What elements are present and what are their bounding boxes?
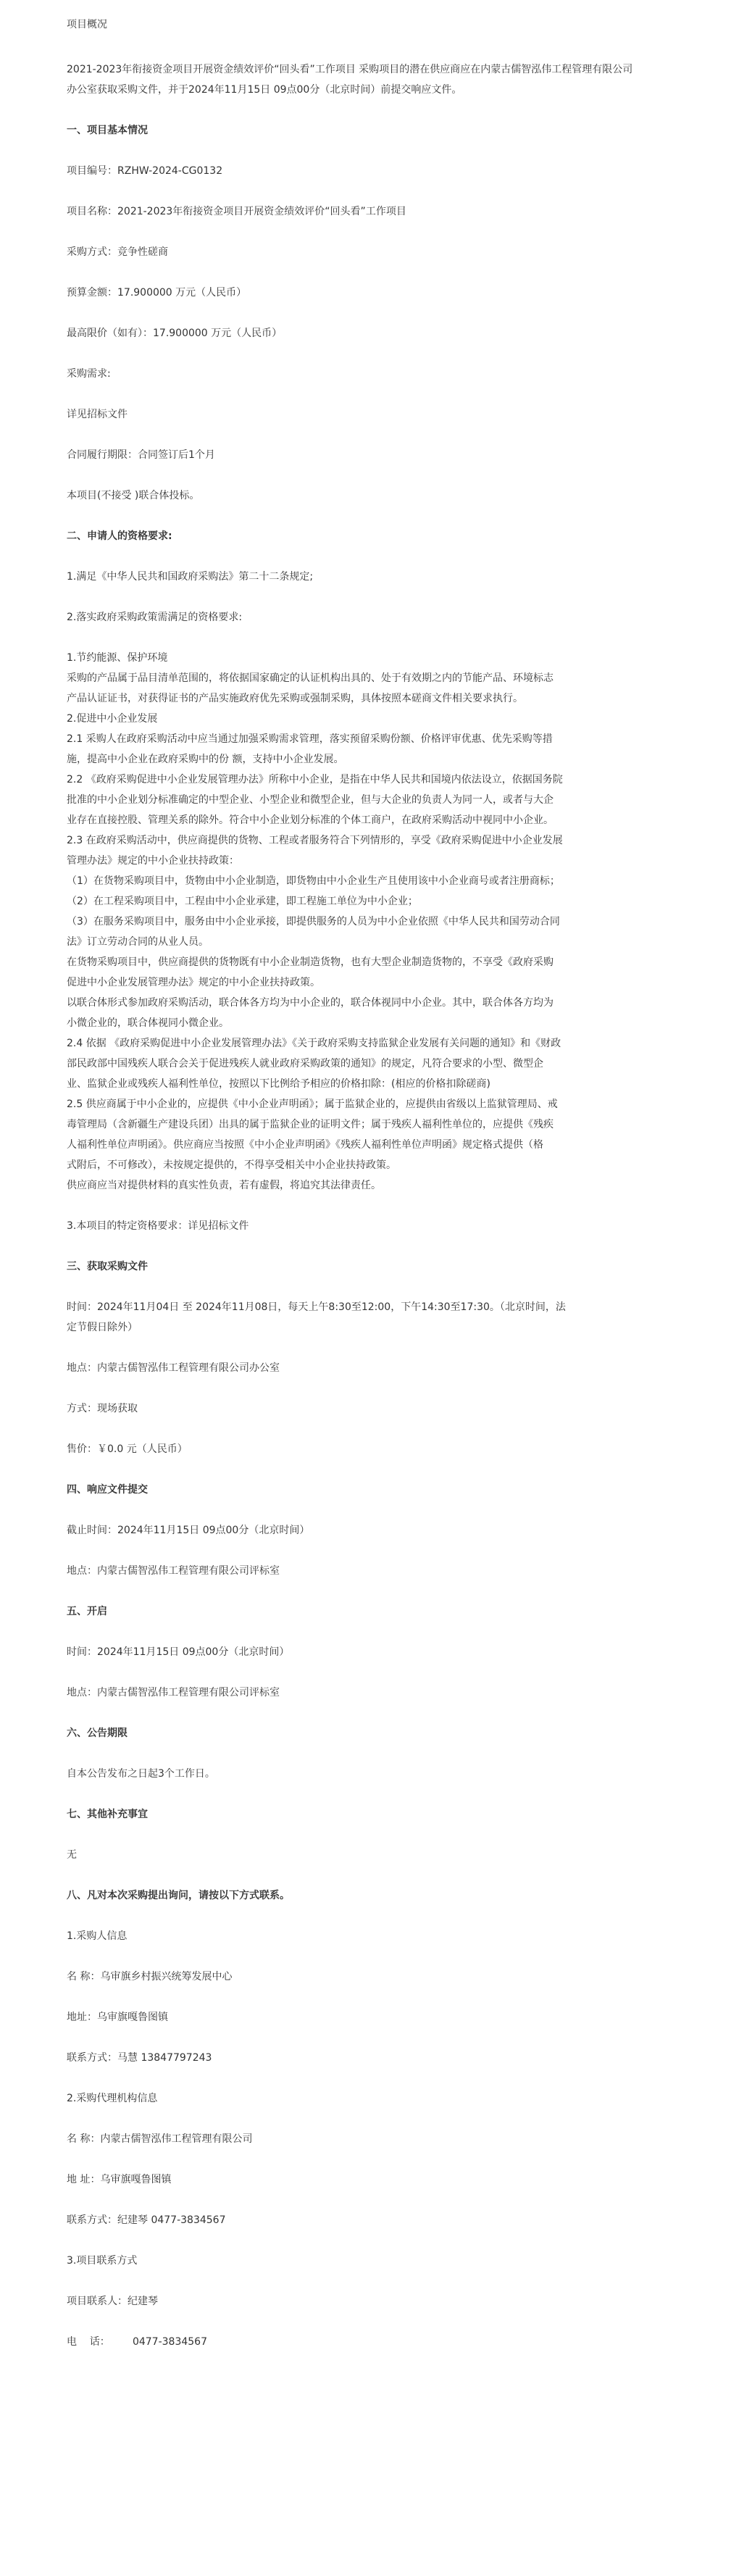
get-documents-method: 方式：现场获取 (67, 1403, 138, 1414)
policy-line: 业、监狱企业或残疾人福利性单位，按照以下比例给予相应的价格扣除：(相应的价格扣除磋商) (67, 1078, 490, 1090)
policy-line: 促进中小企业发展管理办法》规定的中小企业扶持政策。 (67, 977, 320, 988)
section-heading-notice-period: 六、公告期限 (67, 1727, 128, 1739)
policy-line: 1.节约能源、保护环境 (67, 652, 168, 664)
project-number: 项目编号：RZHW-2024-CG0132 (67, 165, 223, 177)
policy-line: 产品认证证书，对获得证书的产品实施政府优先采购或强制采购，具体按照本磋商文件相关要求执行。 (67, 693, 523, 704)
section-heading-submission: 四、响应文件提交 (67, 1484, 148, 1496)
agency-name: 名 称：内蒙古儒智泓伟工程管理有限公司 (67, 2133, 253, 2145)
project-contact-phone: 电 话： 0477-3834567 (67, 2336, 207, 2348)
policy-line: 2.5 供应商属于中小企业的，应提供《中小企业声明函》；属于监狱企业的，应提供由省级以上监狱管理局、戒 (67, 1099, 558, 1110)
qualification-item-1: 1.满足《中华人民共和国政府采购法》第二十二条规定; (67, 571, 314, 583)
buyer-name: 名 称：乌审旗乡村振兴统筹发展中心 (67, 1971, 233, 1983)
qualification-item-3: 3.本项目的特定资格要求：详见招标文件 (67, 1220, 249, 1232)
section-heading-opening: 五、开启 (67, 1606, 107, 1617)
other-matters-text: 无 (67, 1849, 77, 1861)
policy-line: 2.1 采购人在政府采购活动中应当通过加强采购需求管理，落实预留采购份额、价格评审优惠、优先采购等措 (67, 733, 553, 745)
policy-line: 人福利性单位声明函》。供应商应当按照《中小企业声明函》《残疾人福利性单位声明函》规定格式提供（格 (67, 1139, 543, 1151)
intro-paragraph: 2021-2023年衔接资金项目开展资金绩效评价“回头看”工作项目 采购项目的潜在供应商应在内蒙古儒智泓伟工程管理有限公司办公室获取采购文件，并于2024年11月15日 09点00分（北京时间）前提交响应文件。 (67, 64, 633, 96)
opening-time: 时间：2024年11月15日 09点00分（北京时间） (67, 1646, 290, 1658)
policy-line: 在货物采购项目中，供应商提供的货物既有中小企业制造货物，也有大型企业制造货物的，不享受《政府采购 (67, 956, 554, 968)
budget-amount: 预算金额：17.900000 万元（人民币） (67, 287, 247, 299)
project-contact-title: 3.项目联系方式 (67, 2255, 138, 2267)
buyer-title: 1.采购人信息 (67, 1930, 128, 1942)
policy-line: （2）在工程采购项目中，工程由中小企业承建，即工程施工单位为中小企业； (67, 896, 418, 907)
section-heading-qualifications: 二、申请人的资格要求: (67, 530, 172, 542)
policy-line: 施，提高中小企业在政府采购中的份 额，支持中小企业发展。 (67, 754, 344, 765)
time-line: 定节假日除外） (67, 1322, 138, 1333)
submission-place: 地点：内蒙古儒智泓伟工程管理有限公司评标室 (67, 1565, 280, 1577)
policy-line: （1）在货物采购项目中，货物由中小企业制造，即货物由中小企业生产且使用该中小企业商号或者注册商标； (67, 875, 560, 887)
policy-line: 管理办法》规定的中小企业扶持政策： (67, 855, 239, 867)
agency-address: 地 址：乌审旗嘎鲁图镇 (67, 2174, 172, 2185)
project-name: 项目名称：2021-2023年衔接资金项目开展资金绩效评价“回头看”工作项目 (67, 206, 406, 217)
agency-title: 2.采购代理机构信息 (67, 2093, 158, 2104)
policy-line: 2.4 依据 《政府采购促进中小企业发展管理办法》《关于政府采购支持监狱企业发展有关问题的通知》和《财政 (67, 1038, 561, 1049)
section-heading-contacts: 八、凡对本次采购提出询问，请按以下方式联系。 (67, 1890, 290, 1901)
policy-line: 法》订立劳动合同的从业人员。 (67, 936, 209, 948)
submission-deadline: 截止时间：2024年11月15日 09点00分（北京时间） (67, 1525, 310, 1536)
time-line: 时间：2024年11月04日 至 2024年11月08日，每天上午8:30至12:00，下午14:30至17:30。（北京时间，法 (67, 1301, 566, 1313)
get-documents-price: 售价：￥0.0 元（人民币） (67, 1443, 188, 1455)
policy-line: 批准的中小企业划分标准确定的中型企业、小型企业和微型企业，但与大企业的负责人为同一人，或者与大企 (67, 794, 554, 806)
policy-line: 供应商应当对提供材料的真实性负责，若有虚假，将追究其法律责任。 (67, 1180, 381, 1191)
policy-line: （3）在服务采购项目中，服务由中小企业承接，即提供服务的人员为中小企业依照《中华人民共和国劳动合同 (67, 916, 560, 928)
section-heading-other-matters: 七、其他补充事宜 (67, 1809, 148, 1820)
policy-line: 业存在直接控股、管理关系的除外。符合中小企业划分标准的个体工商户，在政府采购活动中视同中小企业。 (67, 814, 554, 826)
get-documents-place: 地点：内蒙古儒智泓伟工程管理有限公司办公室 (67, 1362, 280, 1374)
overview-label: 项目概况 (67, 19, 107, 30)
policy-line: 毒管理局（含新疆生产建设兵团）出具的属于监狱企业的证明文件；属于残疾人福利性单位的，应提供《残疾 (67, 1119, 554, 1130)
project-contact-person: 项目联系人：纪建琴 (67, 2296, 158, 2307)
contract-period: 合同履行期限：合同签订后1个月 (67, 449, 215, 461)
section-heading-get-documents: 三、获取采购文件 (67, 1261, 148, 1272)
policy-line: 式附后，不可修改），未按规定提供的，不得享受相关中小企业扶持政策。 (67, 1159, 396, 1171)
policy-line: 小微企业的，联合体视同小微企业。 (67, 1017, 229, 1029)
needs-value: 详见招标文件 (67, 409, 128, 420)
policy-line: 2.促进中小企业发展 (67, 713, 158, 725)
procurement-method: 采购方式：竞争性磋商 (67, 246, 168, 258)
policy-line: 2.3 在政府采购活动中，供应商提供的货物、工程或者服务符合下列情形的，享受《政府采购促进中小企业发展 (67, 835, 563, 846)
notice-period-text: 自本公告发布之日起3个工作日。 (67, 1768, 215, 1780)
policy-block (67, 648, 638, 1196)
consortium-note: 本项目(不接受 )联合体投标。 (67, 490, 200, 501)
policy-line: 采购的产品属于品目清单范围的，将依据国家确定的认证机构出具的、处于有效期之内的节能产品、环境标志 (67, 672, 554, 684)
qualification-item-2: 2.落实政府采购政策需满足的资格要求: (67, 612, 243, 623)
policy-line: 以联合体形式参加政府采购活动，联合体各方均为中小企业的，联合体视同中小企业。其中，联合体各方均为 (67, 997, 554, 1009)
policy-line: 2.2 《政府采购促进中小企业发展管理办法》所称中小企业，是指在中华人民共和国境内依法设立，依据国务院 (67, 774, 563, 785)
needs-label: 采购需求: (67, 368, 111, 380)
buyer-address: 地址：乌审旗嘎鲁图镇 (67, 2012, 168, 2023)
get-documents-time (67, 1297, 638, 1338)
agency-contact: 联系方式：纪建琴 0477-3834567 (67, 2214, 226, 2226)
max-price: 最高限价（如有）：17.900000 万元（人民币） (67, 328, 283, 339)
opening-place: 地点：内蒙古儒智泓伟工程管理有限公司评标室 (67, 1687, 280, 1698)
policy-line: 部民政部中国残疾人联合会关于促进残疾人就业政府采购政策的通知》的规定，凡符合要求的小型、微型企 (67, 1058, 543, 1070)
section-heading-basic-info: 一、项目基本情况 (67, 125, 148, 136)
buyer-contact: 联系方式：马慧 13847797243 (67, 2052, 212, 2064)
